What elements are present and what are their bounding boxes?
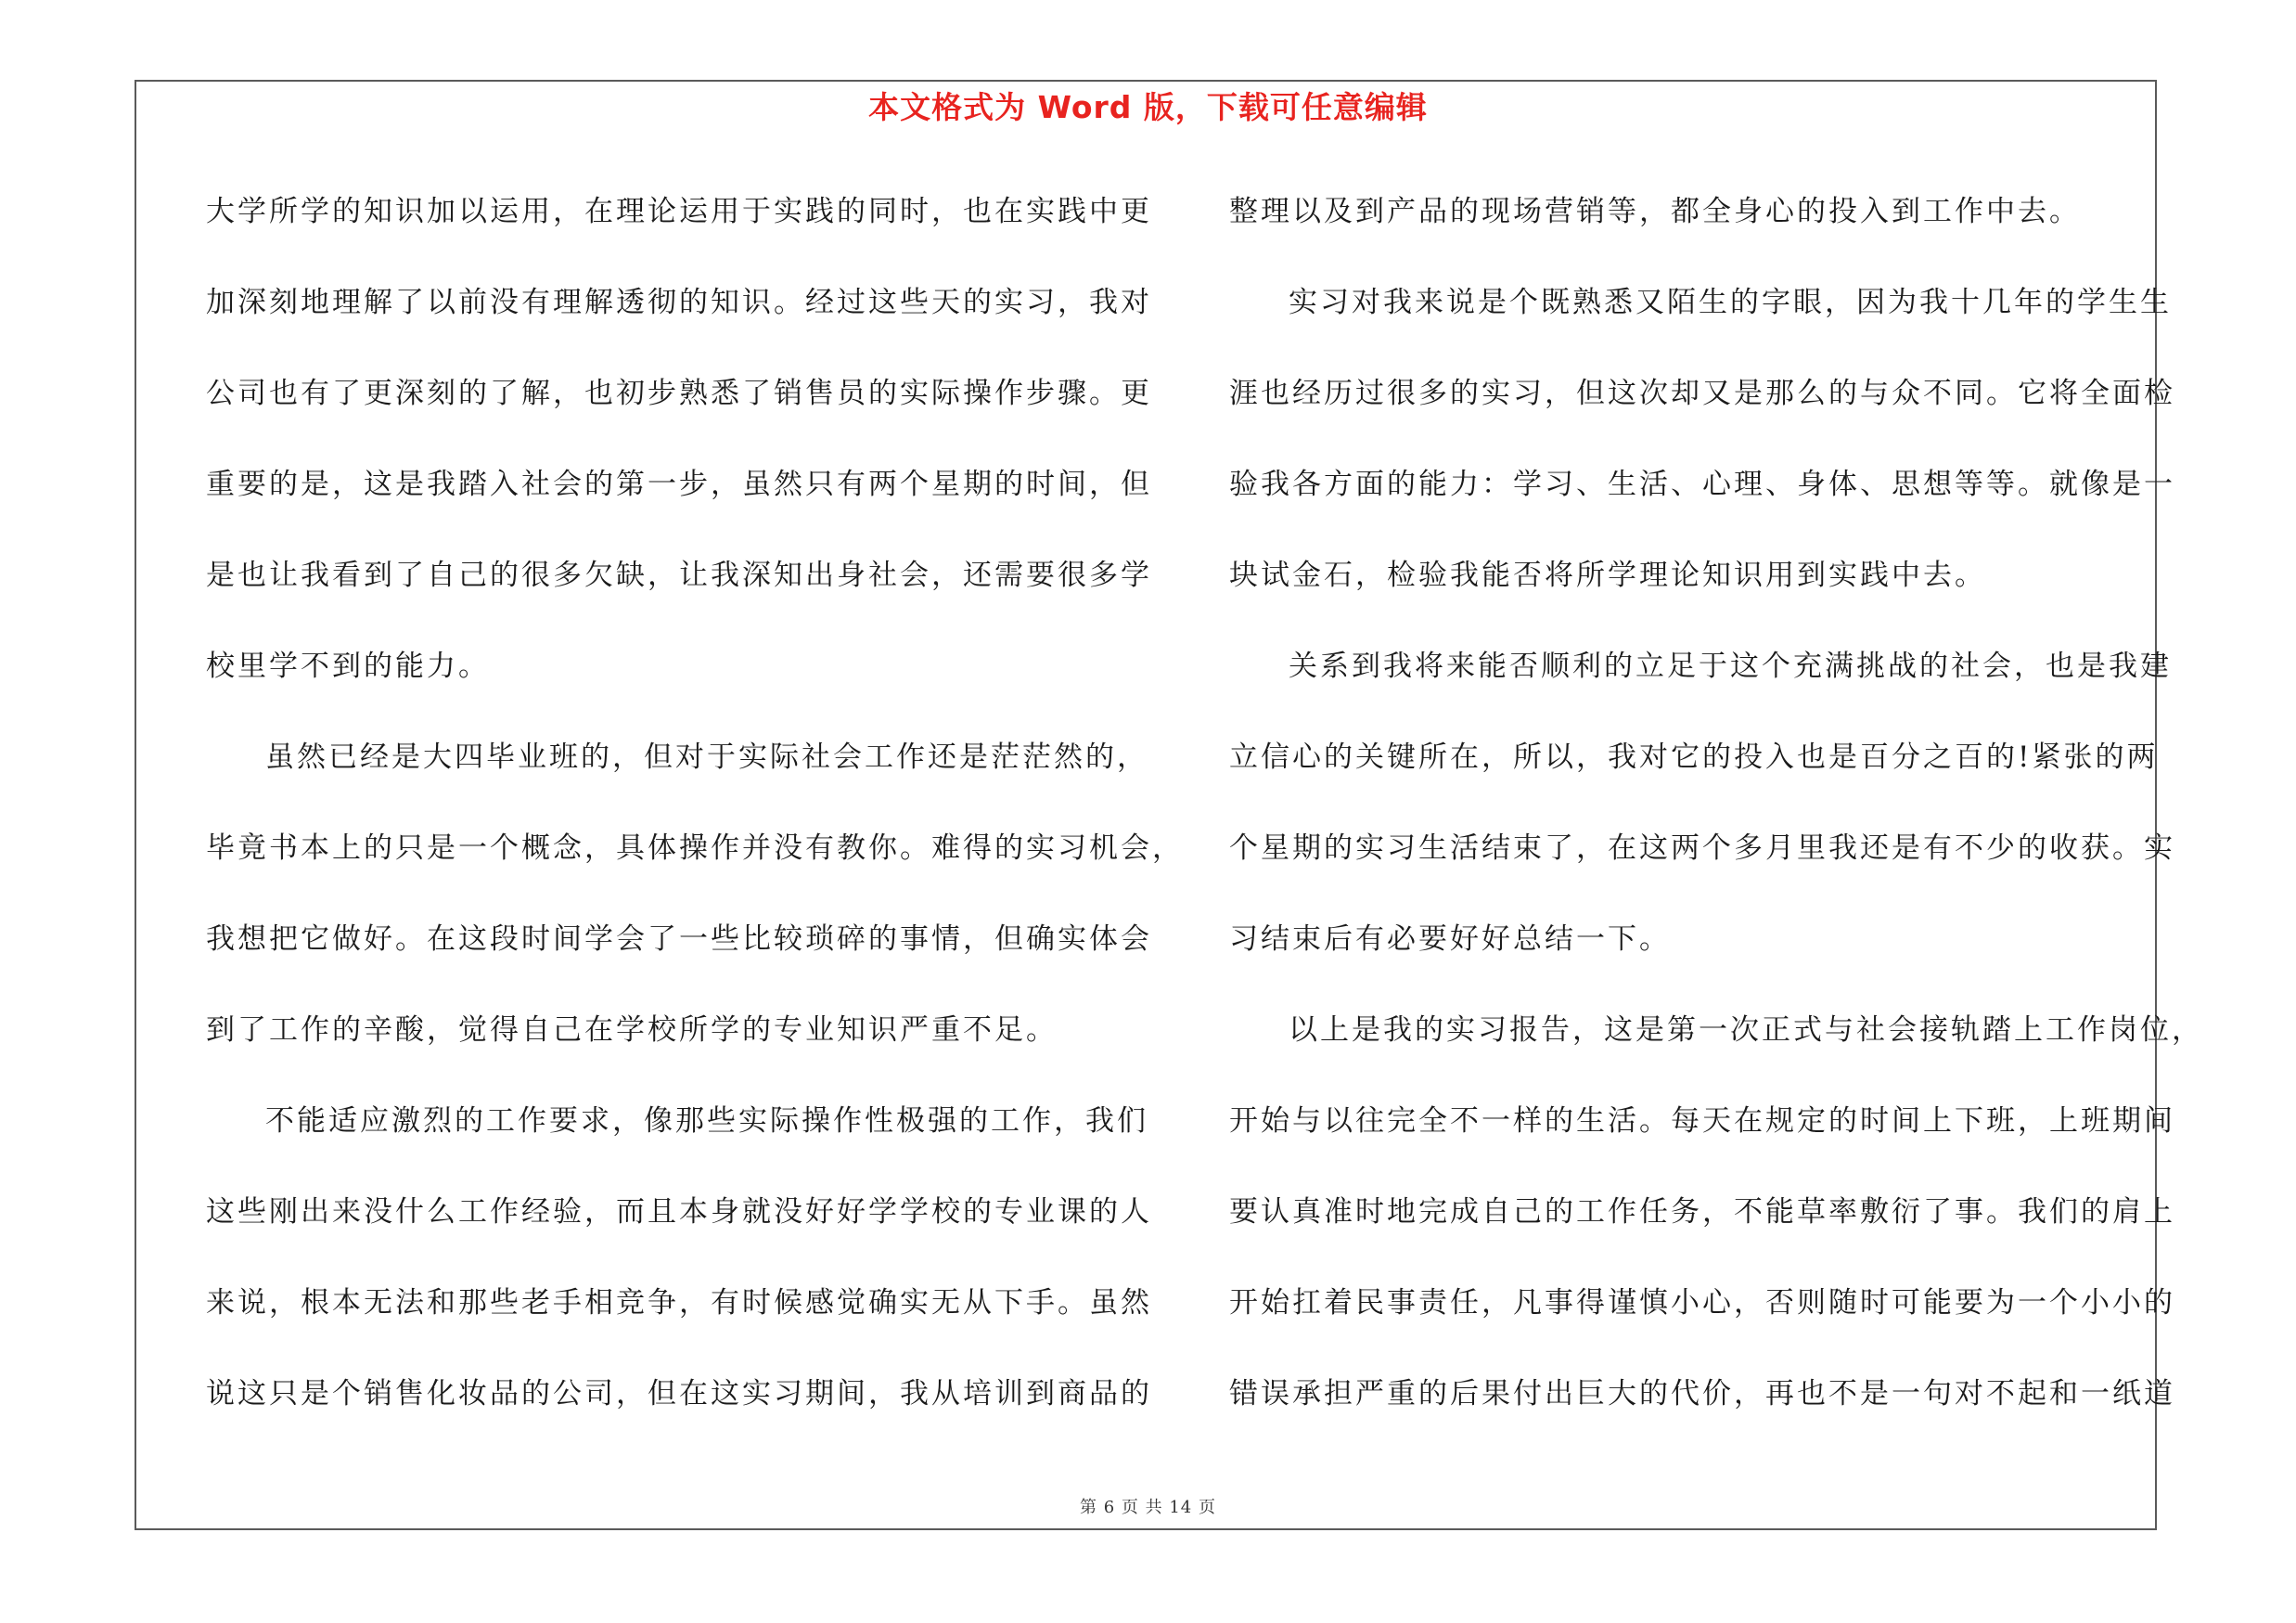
text-line: 错误承担严重的后果付出巨大的代价，再也不是一句对不起和一纸道 (1229, 1377, 2175, 1410)
left-column (206, 187, 1184, 1460)
format-banner: 本文格式为 Word 版，下载可任意编辑 (868, 89, 1428, 125)
text-line: 开始与以往完全不一样的生活。每天在规定的时间上下班，上班期间 (1229, 1104, 2175, 1138)
page-number: 第 6 页 共 14 页 (1080, 1498, 1216, 1517)
text-line: 加深刻地理解了以前没有理解透彻的知识。经过这些天的实习，我对 (206, 286, 1152, 319)
text-line: 虽然已经是大四毕业班的，但对于实际社会工作还是茫茫然的， (265, 741, 1148, 774)
text-line: 立信心的关键所在，所以，我对它的投入也是百分之百的!紧张的两 (1229, 741, 2159, 774)
text-line: 块试金石，检验我能否将所学理论知识用到实践中去。 (1229, 559, 1986, 592)
text-line: 个星期的实习生活结束了，在这两个多月里我还是有不少的收获。实 (1229, 831, 2175, 865)
text-line: 毕竟书本上的只是一个概念，具体操作并没有教你。难得的实习机会， (206, 831, 1184, 865)
text-line: 大学所学的知识加以运用，在理论运用于实践的同时，也在实践中更 (206, 195, 1152, 228)
text-line: 来说，根本无法和那些老手相竞争，有时候感觉确实无从下手。虽然 (206, 1286, 1152, 1320)
text-line: 关系到我将来能否顺利的立足于这个充满挑战的社会，也是我建 (1289, 650, 2172, 683)
text-line: 我想把它做好。在这段时间学会了一些比较琐碎的事情，但确实体会 (206, 922, 1152, 956)
text-line: 这些刚出来没什么工作经验，而且本身就没好好学学校的专业课的人 (206, 1195, 1152, 1229)
text-line: 说这只是个销售化妆品的公司，但在这实习期间，我从培训到商品的 (206, 1377, 1152, 1410)
text-line: 涯也经历过很多的实习，但这次却又是那么的与众不同。它将全面检 (1229, 377, 2175, 410)
text-line: 习结束后有必要好好总结一下。 (1229, 922, 1671, 956)
text-line: 到了工作的辛酸，觉得自己在学校所学的专业知识严重不足。 (206, 1013, 1058, 1047)
text-line: 整理以及到产品的现场营销等，都全身心的投入到工作中去。 (1229, 195, 2081, 228)
text-line: 开始扛着民事责任，凡事得谨慎小心，否则随时可能要为一个小小的 (1229, 1286, 2175, 1320)
text-line: 实习对我来说是个既熟悉又陌生的字眼，因为我十几年的学生生 (1289, 286, 2172, 319)
text-line: 是也让我看到了自己的很多欠缺，让我深知出身社会，还需要很多学 (206, 559, 1152, 592)
text-line: 不能适应激烈的工作要求，像那些实际操作性极强的工作，我们 (265, 1104, 1148, 1138)
text-line: 校里学不到的能力。 (206, 650, 490, 683)
right-column (1229, 187, 2203, 1460)
text-line: 以上是我的实习报告，这是第一次正式与社会接轨踏上工作岗位， (1289, 1013, 2203, 1047)
text-line: 重要的是，这是我踏入社会的第一步，虽然只有两个星期的时间，但 (206, 468, 1152, 501)
text-line: 验我各方面的能力：学习、生活、心理、身体、思想等等。就像是一 (1229, 468, 2175, 501)
text-line: 要认真准时地完成自己的工作任务，不能草率敷衍了事。我们的肩上 (1229, 1195, 2175, 1229)
text-line: 公司也有了更深刻的了解，也初步熟悉了销售员的实际操作步骤。更 (206, 377, 1152, 410)
